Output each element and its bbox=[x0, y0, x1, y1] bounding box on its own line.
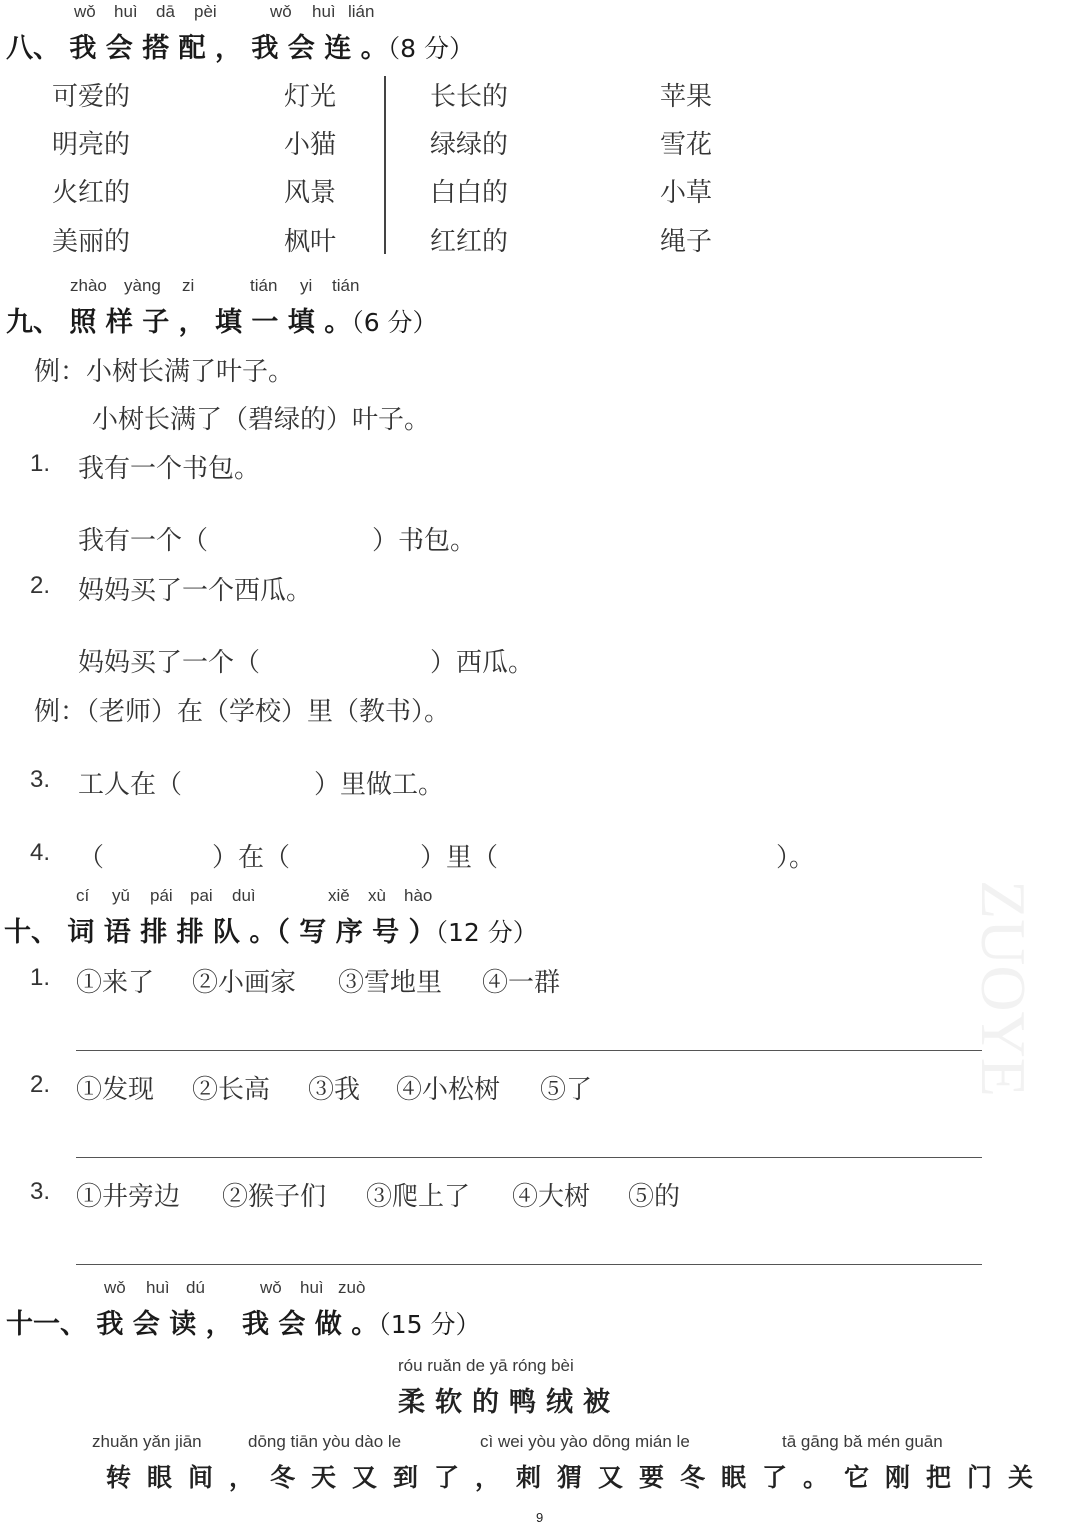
s10-q2-number: 2. bbox=[30, 1071, 51, 1098]
s10-q2-item-1: ①发现 bbox=[76, 1075, 155, 1105]
s8-right-noun-3: 小草 bbox=[660, 178, 713, 208]
s10-q2-item-4: ④小松树 bbox=[396, 1075, 501, 1105]
s8-left-noun-1: 灯光 bbox=[284, 82, 337, 112]
s8-right-noun-4: 绳子 bbox=[660, 227, 713, 257]
s10-q2-item-3: ③我 bbox=[308, 1075, 361, 1105]
section-9-score: （6 分） bbox=[351, 308, 438, 337]
s8-right-noun-1: 苹果 bbox=[660, 82, 713, 112]
s10-q3-item-1: ①井旁边 bbox=[76, 1182, 181, 1212]
s9-q2-fill-right: ）西瓜。 bbox=[430, 648, 535, 678]
s9-q4-blank-1[interactable] bbox=[104, 837, 208, 871]
s9-q3-right: ）里做工。 bbox=[314, 770, 445, 800]
s10-q1-item-4: ④一群 bbox=[482, 968, 561, 998]
section-8-heading bbox=[6, 26, 474, 65]
s9-q1-blank[interactable] bbox=[230, 520, 370, 554]
s8-right-adj-4: 红红的 bbox=[430, 227, 509, 257]
s8-left-noun-3: 风景 bbox=[284, 178, 337, 208]
s11-story-title: 柔软的鸭绒被 bbox=[398, 1387, 620, 1418]
section-8-score: （8 分） bbox=[387, 34, 474, 63]
s8-left-adj-1: 可爱的 bbox=[52, 82, 131, 112]
s8-divider bbox=[384, 76, 386, 254]
section-10-title: 十、 词 语 排 排 队 。（ 写 序 号 ） bbox=[4, 917, 436, 948]
s9-q4-open: （ bbox=[78, 843, 105, 873]
s11-story-title-pinyin: róu ruǎn de yā róng bèi bbox=[398, 1356, 574, 1375]
s10-q2-item-2: ②长高 bbox=[192, 1075, 271, 1105]
s10-q3-number: 3. bbox=[30, 1178, 51, 1205]
s8-left-noun-4: 枫叶 bbox=[284, 227, 337, 257]
s10-q1-item-3: ③雪地里 bbox=[338, 968, 443, 998]
section-11-title: 十一、 我 会 读 ， 我 会 做 。 bbox=[6, 1309, 379, 1340]
s9-q3-left: 工人在（ bbox=[78, 770, 183, 800]
s9-q2-fill-left: 妈妈买了一个（ bbox=[78, 648, 261, 678]
section-9-title: 九、 照 样 子 ， 填 一 填 。 bbox=[6, 307, 352, 338]
s9-q4-blank-2[interactable] bbox=[310, 837, 416, 871]
s9-example-1-original: 例：小树长满了叶子。 bbox=[34, 357, 295, 387]
s8-right-adj-2: 绿绿的 bbox=[430, 130, 509, 160]
s9-q2-number: 2. bbox=[30, 572, 51, 599]
s8-right-adj-1: 长长的 bbox=[430, 82, 509, 112]
section-9-heading bbox=[6, 300, 438, 339]
s8-left-adj-4: 美丽的 bbox=[52, 227, 131, 257]
s9-example-1-filled: 小树长满了（碧绿的）叶子。 bbox=[92, 405, 431, 435]
s8-right-noun-2: 雪花 bbox=[660, 130, 713, 160]
s9-q1-fill-left: 我有一个（ bbox=[78, 526, 209, 556]
s10-q1-item-2: ②小画家 bbox=[192, 968, 297, 998]
s9-q4-close: ）。 bbox=[776, 843, 816, 873]
section-11-score: （15 分） bbox=[378, 1310, 481, 1339]
s10-q3-item-3: ③爬上了 bbox=[366, 1182, 471, 1212]
s9-q4-blank-3[interactable] bbox=[520, 837, 770, 871]
s9-q3-number: 3. bbox=[30, 766, 51, 793]
section-11-heading bbox=[6, 1302, 480, 1341]
s9-q1-number: 1. bbox=[30, 450, 51, 477]
s9-q1-sentence: 我有一个书包。 bbox=[78, 454, 261, 484]
s9-q3-blank[interactable] bbox=[198, 764, 312, 798]
s8-left-noun-2: 小猫 bbox=[284, 130, 337, 160]
s9-q1-fill-right: ）书包。 bbox=[372, 526, 477, 556]
s10-q1-answer-line[interactable] bbox=[76, 1050, 982, 1051]
s8-left-adj-2: 明亮的 bbox=[52, 130, 131, 160]
page-number: 9 bbox=[536, 1510, 544, 1525]
s10-q1-item-1: ①来了 bbox=[76, 968, 155, 998]
section-8-title: 八、 我 会 搭 配 ， 我 会 连 。 bbox=[6, 33, 388, 64]
s10-q3-item-2: ②猴子们 bbox=[222, 1182, 327, 1212]
s8-left-adj-3: 火红的 bbox=[52, 178, 131, 208]
section-10-heading bbox=[4, 910, 538, 949]
s11-story-line-1: 转眼间，冬天又到了，刺猬又要冬眠了。它刚把门关 bbox=[106, 1463, 1050, 1492]
s9-example-2: 例：（老师）在（学校）里（教书）。 bbox=[34, 697, 451, 727]
s9-q4-number: 4. bbox=[30, 839, 51, 866]
s10-q3-item-5: ⑤的 bbox=[628, 1182, 681, 1212]
s9-q2-blank[interactable] bbox=[284, 642, 428, 676]
s10-q2-answer-line[interactable] bbox=[76, 1157, 982, 1158]
s10-q1-number: 1. bbox=[30, 964, 51, 991]
section-10-score: （12 分） bbox=[435, 918, 538, 947]
s9-q4-mid-2: ）里（ bbox=[420, 843, 499, 873]
s10-q3-answer-line[interactable] bbox=[76, 1264, 982, 1265]
s10-q3-item-4: ④大树 bbox=[512, 1182, 591, 1212]
s8-right-adj-3: 白白的 bbox=[430, 178, 509, 208]
s9-q2-sentence: 妈妈买了一个西瓜。 bbox=[78, 576, 313, 606]
s9-q4-mid-1: ）在（ bbox=[212, 843, 291, 873]
s10-q2-item-5: ⑤了 bbox=[540, 1075, 593, 1105]
watermark: ZUOYE bbox=[968, 880, 1039, 1097]
